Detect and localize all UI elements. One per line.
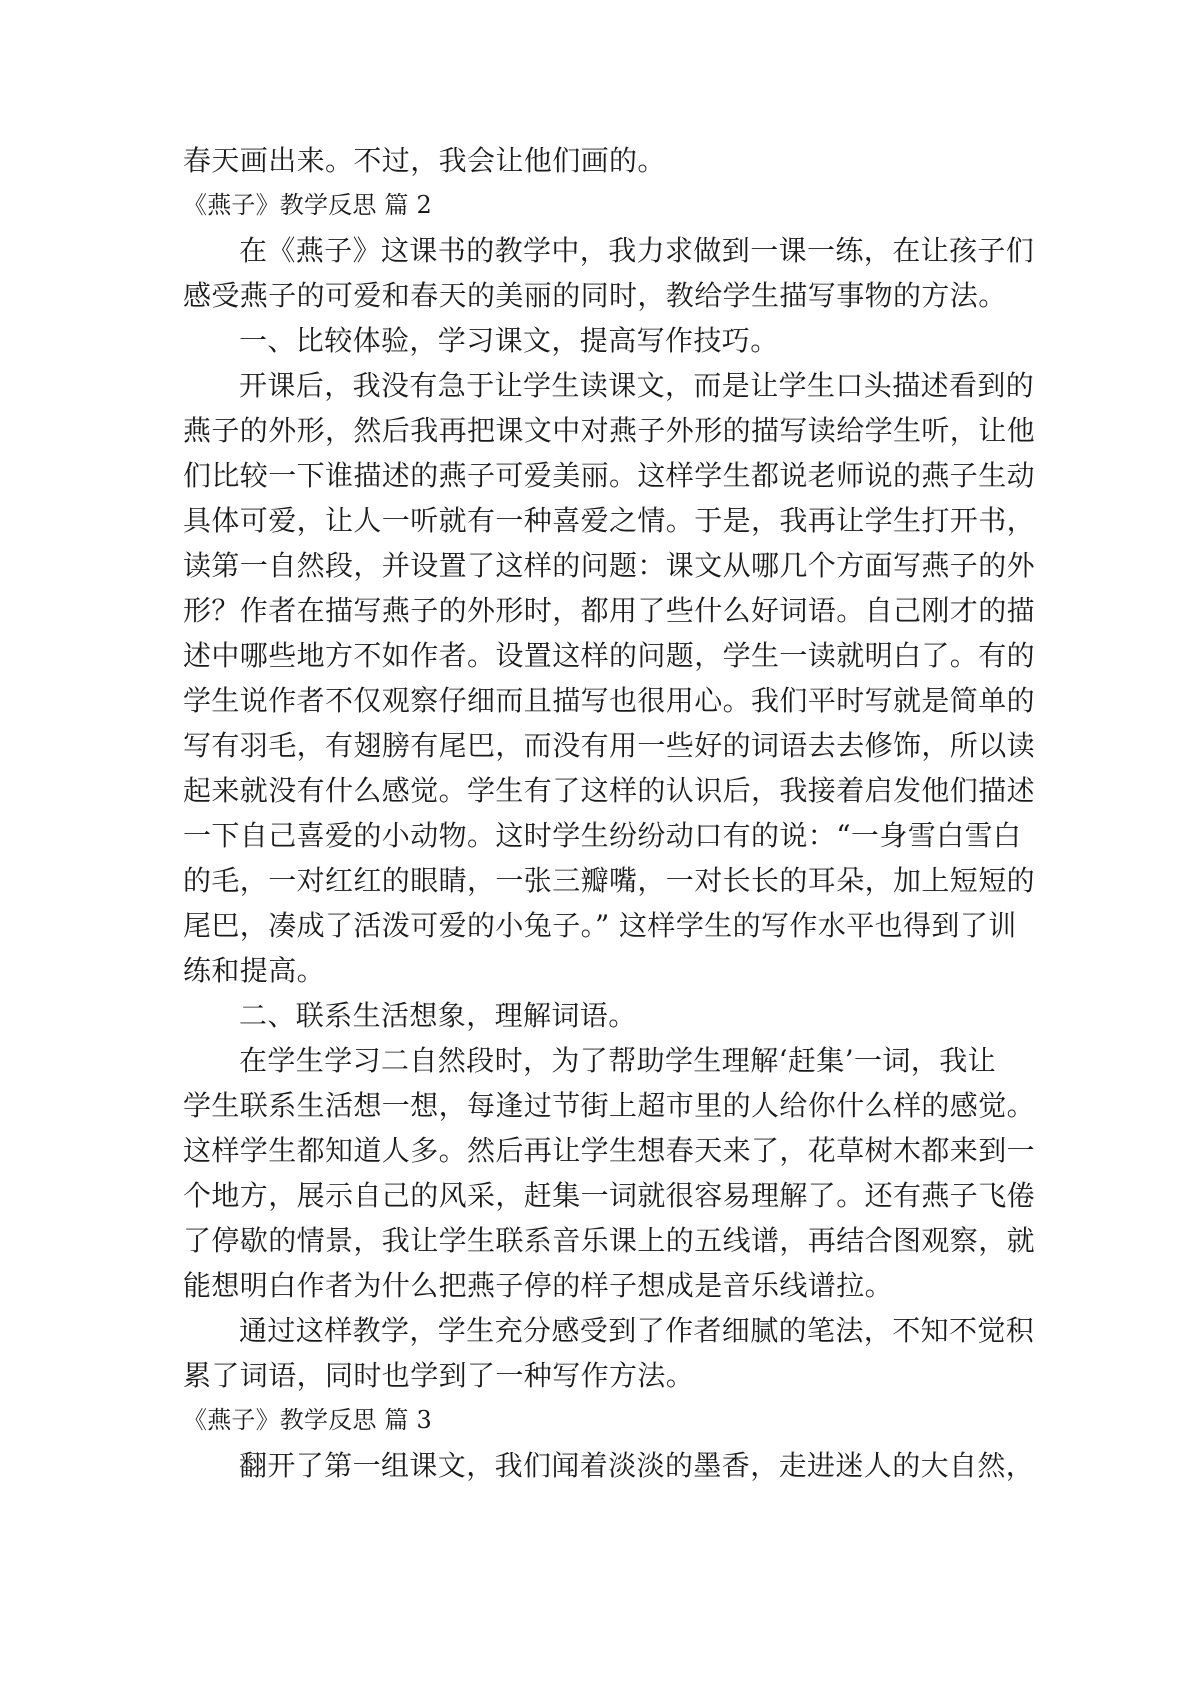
paragraph-first-line: 在《燕子》这课书的教学中，我力求做到一课一练，在让孩子们: [239, 234, 1035, 267]
text-line: 们比较一下谁描述的燕子可爱美丽。这样学生都说老师说的燕子生动: [183, 459, 1036, 492]
paragraph-first-line: 开课后，我没有急于让学生读课文，而是让学生口头描述看到的: [239, 369, 1035, 402]
text-line: 尾巴，凑成了活泼可爱的小兔子。” 这样学生的写作水平也得到了训: [183, 909, 1017, 942]
text-line: 感受燕子的可爱和春天的美丽的同时，教给学生描写事物的方法。: [183, 279, 1007, 312]
paragraph-first-line: 通过这样教学，学生充分感受到了作者细腻的笔法，不知不觉积: [239, 1314, 1035, 1347]
text-line: 形？作者在描写燕子的外形时，都用了些什么好词语。自己刚才的描: [183, 594, 1036, 627]
text-line: 燕子的外形，然后我再把课文中对燕子外形的描写读给学生听，让他: [183, 414, 1036, 447]
text-line: 练和提高。: [183, 954, 326, 987]
text-line: 能想明白作者为什么把燕子停的样子想成是音乐线谱拉。: [183, 1269, 894, 1302]
subheading-line: 一、比较体验，学习课文，提高写作技巧。: [239, 324, 779, 357]
text-line: 起来就没有什么感觉。学生有了这样的认识后，我接着启发他们描述: [183, 774, 1036, 807]
paragraph-first-line: 在学生学习二自然段时，为了帮助学生理解‘赶集’一词，我让: [239, 1044, 997, 1077]
text-line: 累了词语，同时也学到了一种写作方法。: [183, 1359, 695, 1392]
text-line: 具体可爱，让人一听就有一种喜爱之情。于是，我再让学生打开书，: [183, 504, 1036, 537]
text-line: 读第一自然段，并设置了这样的问题：课文从哪几个方面写燕子的外: [183, 549, 1036, 582]
document-page: [183, 138, 1036, 1488]
paragraph-first-line: 翻开了第一组课文，我们闻着淡淡的墨香，走进迷人的大自然，: [239, 1449, 1035, 1482]
text-line: 一下自己喜爱的小动物。这时学生纷纷动口有的说：“一身雪白雪白: [183, 819, 1022, 852]
subheading-line: 二、联系生活想象，理解词语。: [239, 999, 637, 1032]
text-line: 学生联系生活想一想，每逢过节街上超市里的人给你什么样的感觉。: [183, 1089, 1036, 1122]
text-line: 个地方，展示自己的风采，赶集一词就很容易理解了。还有燕子飞倦: [183, 1179, 1036, 1212]
text-line: 春天画出来。不过，我会让他们画的。: [183, 144, 666, 177]
section-heading: 《燕子》教学反思 篇 2: [183, 191, 432, 219]
text-line: 学生说作者不仅观察仔细而且描写也很用心。我们平时写就是简单的: [183, 684, 1036, 717]
text-line: 述中哪些地方不如作者。设置这样的问题，学生一读就明白了。有的: [183, 639, 1036, 672]
text-line: 的毛，一对红红的眼睛，一张三瓣嘴，一对长长的耳朵，加上短短的: [183, 864, 1036, 897]
text-line: 这样学生都知道人多。然后再让学生想春天来了，花草树木都来到一: [183, 1134, 1036, 1167]
text-line: 写有羽毛，有翅膀有尾巴，而没有用一些好的词语去去修饰，所以读: [183, 729, 1036, 762]
text-line: 了停歇的情景，我让学生联系音乐课上的五线谱，再结合图观察，就: [183, 1224, 1036, 1257]
section-heading: 《燕子》教学反思 篇 3: [183, 1406, 432, 1434]
